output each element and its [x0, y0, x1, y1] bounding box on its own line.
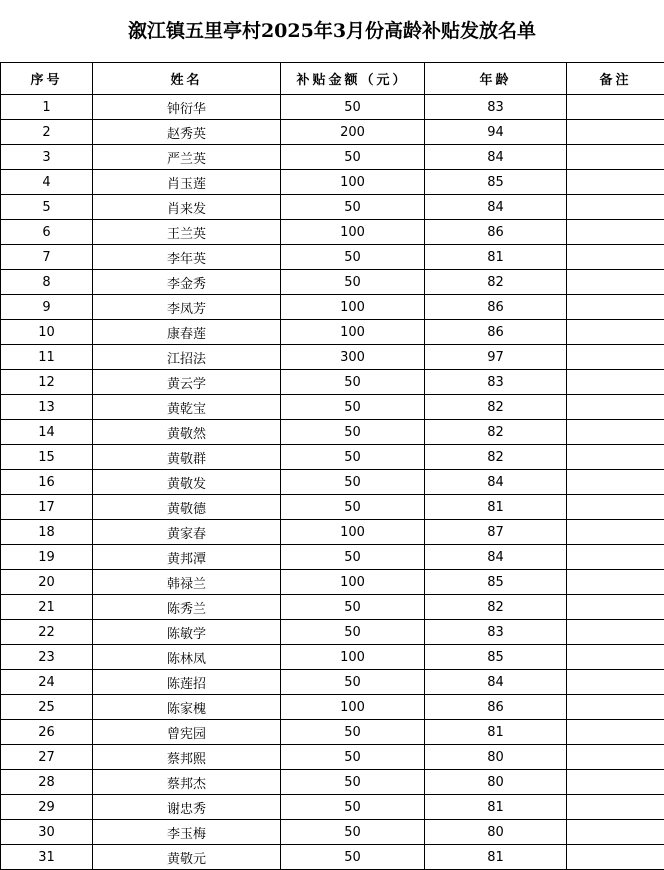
table-row [1, 395, 664, 420]
subsidy-table [0, 62, 664, 870]
cell-age: 84 [425, 545, 567, 570]
cell-serial-number: 29 [1, 795, 93, 820]
cell-serial-number: 27 [1, 745, 93, 770]
cell-serial-number: 21 [1, 595, 93, 620]
cell-name: 赵秀英 [93, 120, 281, 145]
cell-age: 83 [425, 620, 567, 645]
table-row [1, 95, 664, 120]
header-remarks: 备注 [567, 63, 664, 95]
cell-serial-number: 20 [1, 570, 93, 595]
cell-subsidy-amount: 50 [281, 245, 425, 270]
cell-subsidy-amount: 50 [281, 545, 425, 570]
cell-name: 黄敬群 [93, 445, 281, 470]
cell-age: 80 [425, 745, 567, 770]
table-row [1, 820, 664, 845]
cell-remarks [567, 195, 664, 220]
cell-name: 谢忠秀 [93, 795, 281, 820]
cell-age: 81 [425, 495, 567, 520]
table-row [1, 795, 664, 820]
table-row [1, 220, 664, 245]
cell-name: 康春莲 [93, 320, 281, 345]
cell-age: 80 [425, 770, 567, 795]
table-row [1, 370, 664, 395]
cell-name: 黄敬发 [93, 470, 281, 495]
cell-remarks [567, 420, 664, 445]
cell-serial-number: 12 [1, 370, 93, 395]
cell-subsidy-amount: 50 [281, 820, 425, 845]
cell-subsidy-amount: 50 [281, 795, 425, 820]
cell-name: 黄敬德 [93, 495, 281, 520]
cell-serial-number: 30 [1, 820, 93, 845]
cell-serial-number: 22 [1, 620, 93, 645]
cell-serial-number: 10 [1, 320, 93, 345]
cell-name: 蔡邦杰 [93, 770, 281, 795]
table-row [1, 420, 664, 445]
cell-age: 84 [425, 145, 567, 170]
cell-remarks [567, 545, 664, 570]
cell-serial-number: 6 [1, 220, 93, 245]
table-row [1, 720, 664, 745]
cell-subsidy-amount: 100 [281, 170, 425, 195]
cell-subsidy-amount: 300 [281, 345, 425, 370]
cell-name: 陈敏学 [93, 620, 281, 645]
cell-serial-number: 15 [1, 445, 93, 470]
cell-age: 80 [425, 820, 567, 845]
cell-age: 86 [425, 695, 567, 720]
cell-remarks [567, 170, 664, 195]
cell-name: 李年英 [93, 245, 281, 270]
table-row [1, 120, 664, 145]
cell-subsidy-amount: 50 [281, 470, 425, 495]
cell-name: 黄乾宝 [93, 395, 281, 420]
table-row [1, 570, 664, 595]
document-title: 溆江镇五里亭村2025年3月份高龄补贴发放名单 [127, 20, 537, 42]
cell-remarks [567, 120, 664, 145]
cell-serial-number: 8 [1, 270, 93, 295]
cell-age: 87 [425, 520, 567, 545]
cell-age: 84 [425, 670, 567, 695]
cell-name: 韩禄兰 [93, 570, 281, 595]
cell-age: 82 [425, 420, 567, 445]
table-row [1, 270, 664, 295]
cell-subsidy-amount: 50 [281, 195, 425, 220]
cell-remarks [567, 670, 664, 695]
table-body [1, 95, 664, 870]
cell-remarks [567, 720, 664, 745]
cell-remarks [567, 370, 664, 395]
cell-remarks [567, 595, 664, 620]
table-row [1, 195, 664, 220]
cell-subsidy-amount: 50 [281, 270, 425, 295]
cell-subsidy-amount: 50 [281, 620, 425, 645]
cell-serial-number: 13 [1, 395, 93, 420]
cell-name: 蔡邦熙 [93, 745, 281, 770]
table-row [1, 845, 664, 870]
cell-age: 86 [425, 320, 567, 345]
cell-remarks [567, 395, 664, 420]
cell-remarks [567, 645, 664, 670]
cell-remarks [567, 270, 664, 295]
cell-remarks [567, 570, 664, 595]
cell-subsidy-amount: 50 [281, 495, 425, 520]
table-row [1, 595, 664, 620]
cell-subsidy-amount: 100 [281, 520, 425, 545]
table-header-row [1, 63, 664, 95]
cell-serial-number: 7 [1, 245, 93, 270]
table-row [1, 645, 664, 670]
cell-remarks [567, 445, 664, 470]
table-row [1, 345, 664, 370]
cell-age: 81 [425, 845, 567, 870]
cell-serial-number: 14 [1, 420, 93, 445]
table-row [1, 545, 664, 570]
cell-age: 94 [425, 120, 567, 145]
cell-remarks [567, 845, 664, 870]
cell-name: 李玉梅 [93, 820, 281, 845]
table-row [1, 620, 664, 645]
cell-age: 86 [425, 220, 567, 245]
cell-serial-number: 11 [1, 345, 93, 370]
cell-age: 82 [425, 395, 567, 420]
cell-remarks [567, 770, 664, 795]
cell-remarks [567, 220, 664, 245]
cell-subsidy-amount: 100 [281, 320, 425, 345]
header-serial-number: 序号 [1, 63, 93, 95]
cell-age: 97 [425, 345, 567, 370]
cell-subsidy-amount: 100 [281, 220, 425, 245]
cell-subsidy-amount: 50 [281, 845, 425, 870]
cell-serial-number: 17 [1, 495, 93, 520]
cell-name: 李金秀 [93, 270, 281, 295]
cell-age: 82 [425, 445, 567, 470]
header-subsidy-amount: 补贴金额（元） [281, 63, 425, 95]
cell-remarks [567, 745, 664, 770]
cell-remarks [567, 620, 664, 645]
cell-subsidy-amount: 50 [281, 420, 425, 445]
cell-age: 86 [425, 295, 567, 320]
table-row [1, 495, 664, 520]
cell-name: 严兰英 [93, 145, 281, 170]
cell-serial-number: 23 [1, 645, 93, 670]
cell-subsidy-amount: 100 [281, 570, 425, 595]
cell-age: 85 [425, 645, 567, 670]
cell-remarks [567, 520, 664, 545]
cell-age: 84 [425, 470, 567, 495]
table-row [1, 470, 664, 495]
cell-subsidy-amount: 200 [281, 120, 425, 145]
cell-name: 陈秀兰 [93, 595, 281, 620]
cell-serial-number: 5 [1, 195, 93, 220]
cell-subsidy-amount: 100 [281, 645, 425, 670]
table-row [1, 745, 664, 770]
cell-remarks [567, 145, 664, 170]
table-row [1, 445, 664, 470]
cell-name: 黄敬元 [93, 845, 281, 870]
table-row [1, 670, 664, 695]
cell-serial-number: 28 [1, 770, 93, 795]
cell-serial-number: 19 [1, 545, 93, 570]
cell-name: 钟衍华 [93, 95, 281, 120]
cell-name: 陈林凤 [93, 645, 281, 670]
header-age: 年龄 [425, 63, 567, 95]
cell-subsidy-amount: 50 [281, 595, 425, 620]
cell-name: 黄云学 [93, 370, 281, 395]
cell-remarks [567, 95, 664, 120]
cell-age: 85 [425, 170, 567, 195]
table-row [1, 695, 664, 720]
cell-age: 83 [425, 95, 567, 120]
cell-age: 81 [425, 245, 567, 270]
table-row [1, 145, 664, 170]
cell-subsidy-amount: 50 [281, 445, 425, 470]
cell-serial-number: 4 [1, 170, 93, 195]
table-row [1, 295, 664, 320]
cell-name: 肖来发 [93, 195, 281, 220]
table-row [1, 245, 664, 270]
cell-subsidy-amount: 50 [281, 720, 425, 745]
cell-name: 江招法 [93, 345, 281, 370]
cell-age: 82 [425, 270, 567, 295]
cell-name: 黄家春 [93, 520, 281, 545]
cell-name: 李凤芳 [93, 295, 281, 320]
cell-age: 85 [425, 570, 567, 595]
cell-remarks [567, 795, 664, 820]
cell-subsidy-amount: 50 [281, 770, 425, 795]
cell-serial-number: 26 [1, 720, 93, 745]
cell-name: 陈家槐 [93, 695, 281, 720]
cell-subsidy-amount: 50 [281, 395, 425, 420]
cell-remarks [567, 695, 664, 720]
cell-age: 81 [425, 720, 567, 745]
cell-name: 黄敬然 [93, 420, 281, 445]
cell-age: 81 [425, 795, 567, 820]
table-row [1, 770, 664, 795]
cell-remarks [567, 820, 664, 845]
cell-name: 陈莲招 [93, 670, 281, 695]
cell-serial-number: 3 [1, 145, 93, 170]
cell-serial-number: 1 [1, 95, 93, 120]
cell-name: 肖玉莲 [93, 170, 281, 195]
cell-name: 黄邦潭 [93, 545, 281, 570]
cell-subsidy-amount: 50 [281, 370, 425, 395]
table-row [1, 520, 664, 545]
cell-serial-number: 2 [1, 120, 93, 145]
cell-remarks [567, 295, 664, 320]
cell-serial-number: 9 [1, 295, 93, 320]
cell-remarks [567, 245, 664, 270]
table-row [1, 320, 664, 345]
cell-remarks [567, 470, 664, 495]
cell-name: 王兰英 [93, 220, 281, 245]
cell-remarks [567, 345, 664, 370]
cell-serial-number: 31 [1, 845, 93, 870]
cell-subsidy-amount: 50 [281, 745, 425, 770]
cell-serial-number: 18 [1, 520, 93, 545]
cell-remarks [567, 495, 664, 520]
cell-remarks [567, 320, 664, 345]
cell-serial-number: 16 [1, 470, 93, 495]
cell-subsidy-amount: 100 [281, 695, 425, 720]
cell-age: 83 [425, 370, 567, 395]
cell-age: 84 [425, 195, 567, 220]
cell-name: 曾宪园 [93, 720, 281, 745]
cell-serial-number: 24 [1, 670, 93, 695]
cell-serial-number: 25 [1, 695, 93, 720]
table-row [1, 170, 664, 195]
cell-subsidy-amount: 50 [281, 670, 425, 695]
cell-age: 82 [425, 595, 567, 620]
cell-subsidy-amount: 100 [281, 295, 425, 320]
cell-subsidy-amount: 50 [281, 145, 425, 170]
header-name: 姓名 [93, 63, 281, 95]
cell-subsidy-amount: 50 [281, 95, 425, 120]
